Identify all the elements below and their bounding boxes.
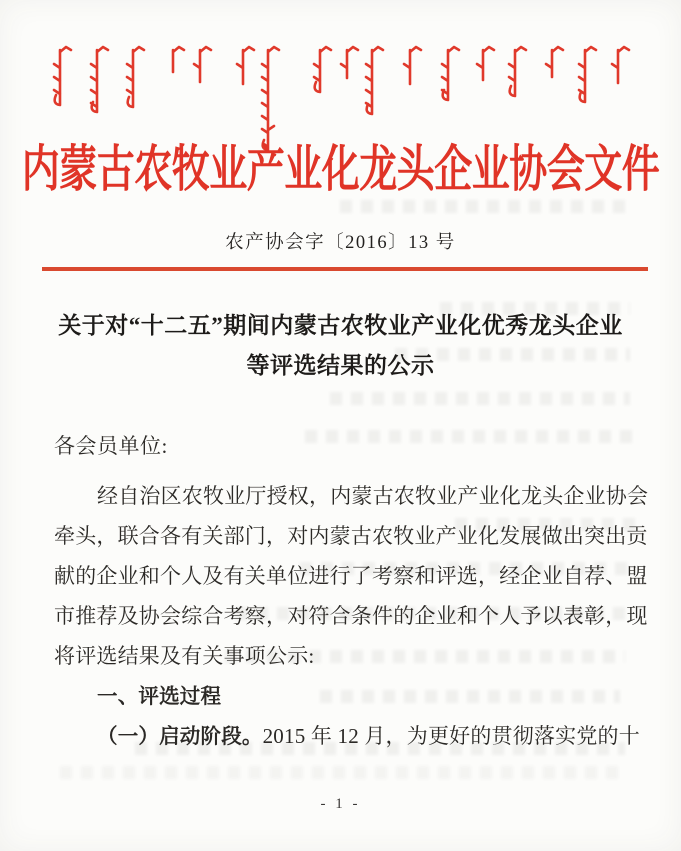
body-paragraphs [54,476,649,756]
masthead-org-title: 内蒙古农牧业产业化龙头企业协会文件 [21,142,660,198]
subject-title-line2: 等评选结果的公示 [246,353,435,378]
body-line: 献的企业和个人及有关单位进行了考察和评选，经企业自荐、盟 [54,564,648,588]
bleedthrough-artifact [330,392,630,405]
red-divider-line [42,267,648,271]
body-line: 一、评选过程 [97,685,222,708]
body-line: 经自治区农牧业厅授权，内蒙古农牧业产业化龙头企业协会 [97,484,649,508]
body-line: 市推荐及协会综合考察，对符合条件的企业和个人予以表彰，现 [54,604,648,628]
body-line: 牵头，联合各有关部门，对内蒙古农牧业产业化发展做出突出贡 [54,524,648,548]
document-number: 农产协会字〔2016〕13 号 [225,233,456,253]
bleedthrough-artifact [60,766,620,779]
salutation: 各会员单位: [54,434,168,458]
bleedthrough-artifact [340,200,630,213]
subject-title-line1: 关于对“十二五”期间内蒙古农牧业产业化优秀龙头企业 [58,313,623,338]
document-body [54,430,649,756]
body-line: （一）启动阶段。2015 年 12 月，为更好的贯彻落实党的十 [97,724,640,748]
document-subject-title [30,306,651,386]
body-line: 将评选结果及有关事项公示: [54,644,315,668]
page-number: - 1 - [320,796,361,812]
